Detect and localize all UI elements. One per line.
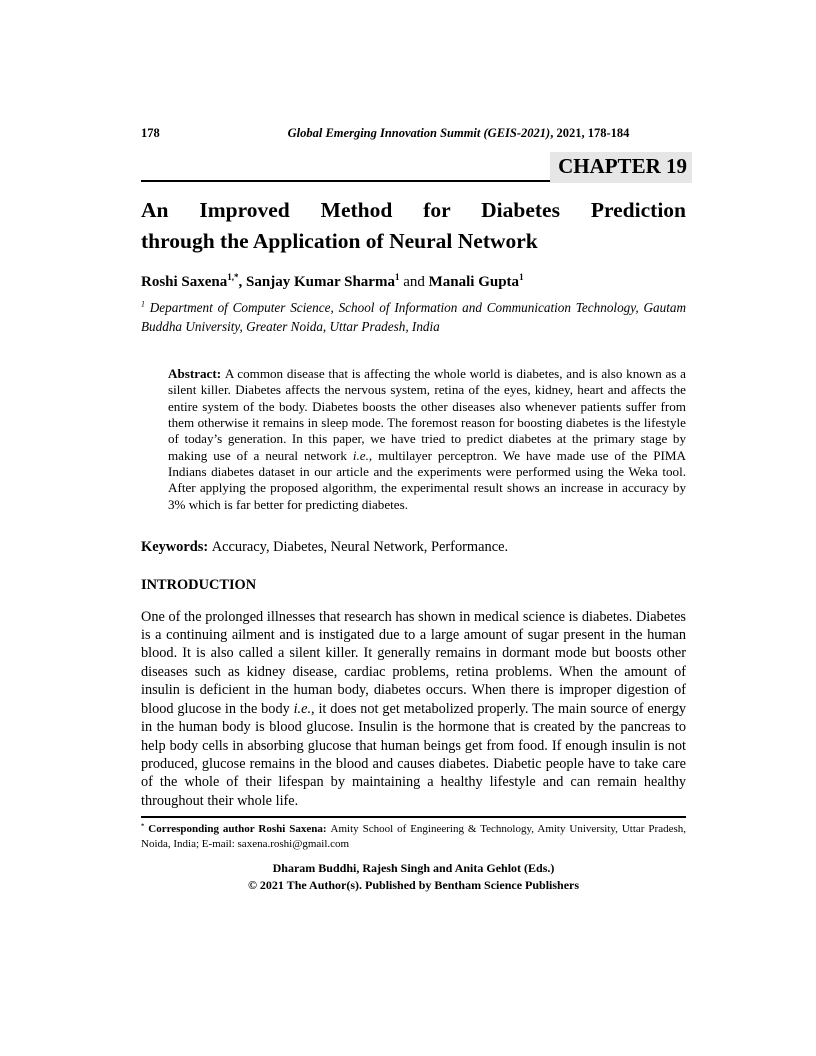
article-title-line-1: An Improved Method for Diabetes Prediction (141, 198, 686, 223)
page-number: 178 (141, 126, 160, 140)
keywords-line: Keywords: Accuracy, Diabetes, Neural Network, Performance. (141, 539, 509, 556)
abstract: Abstract: A common disease that is affecting the whole world is diabetes, and is also known as a silent killer. Diabetes affects the nervous system, retina of the eyes, kidney, heart and affects the entire system of the body. Diabetes boosts the other diseases also whenever patients suffer from them otherwise it remains in sleep mode. The foremost reason for boosting diabetes is the lifestyle of today’s generation. In this paper, we have tried to predict diabetes at the primary stage by making use of a neural network i.e., multilayer perceptron. We have made use of the PIMA Indians diabetes dataset in our article and the experiments were performed using the Weka tool. After applying the proposed algorithm, the experimental result shows an increase in accuracy by 3% which is far better for predicting diabetes. (168, 365, 687, 512)
affiliation: $^1$ Department of Computer Science, School of Information and Communication Technology, Gautam Buddha University, Greater Noida, Uttar Pradesh, India (141, 300, 686, 335)
article-title-line-2: through the Application of Neural Network (141, 228, 538, 253)
chapter-rule (141, 150, 686, 182)
article-title (141, 195, 686, 256)
chapter-label: CHAPTER 19 (550, 152, 692, 182)
editors-line: Dharam Buddhi, Rajesh Singh and Anita Gehlot (Eds.) (272, 861, 555, 876)
corresponding-author-footnote: * Corresponding author Roshi Saxena: Amity School of Engineering & Technology, Amity University, Uttar Pradesh, Noida, India; E-mail: saxena.roshi@gmail.com (141, 816, 686, 851)
authors-line: Roshi Saxena$^{1,*}$, Sanjay Kumar Sharma$^1$ and Manali Gupta$^1$ (141, 272, 524, 291)
running-head (141, 126, 686, 140)
publisher-imprint (141, 860, 686, 892)
introduction-paragraph: One of the prolonged illnesses that research has shown in medical science is diabetes. Diabetes is a continuing ailment and is instigated due to a large amount of sugar present in the human blood. It is also called a silent killer. It generally remains in dormant mode but boosts other diseases such as kidney disease, cardiac problems, retina problems. When the amount of insulin is deficient in the human body, diabetes occurs. When there is improper digestion of blood glucose in the body i.e., it does not get metabolized properly. The main source of energy in the human body is blood glucose. Insulin is the hormone that is created by the pancreas to help body cells in absorbing glucose that human beings get from food. If enough insulin is not produced, glucose remains in the blood and causes diabetes. Diabetic people have to take care of the whole of their lifespan by maintaining a healthy lifestyle and can remain healthy throughout their whole life. (141, 608, 686, 809)
running-title: Global Emerging Innovation Summit (GEIS-2021), 2021, 178-184 (287, 126, 630, 140)
section-heading-introduction: INTRODUCTION (141, 576, 257, 593)
copyright-line: © 2021 The Author(s). Published by Bentham Science Publishers (247, 877, 580, 892)
